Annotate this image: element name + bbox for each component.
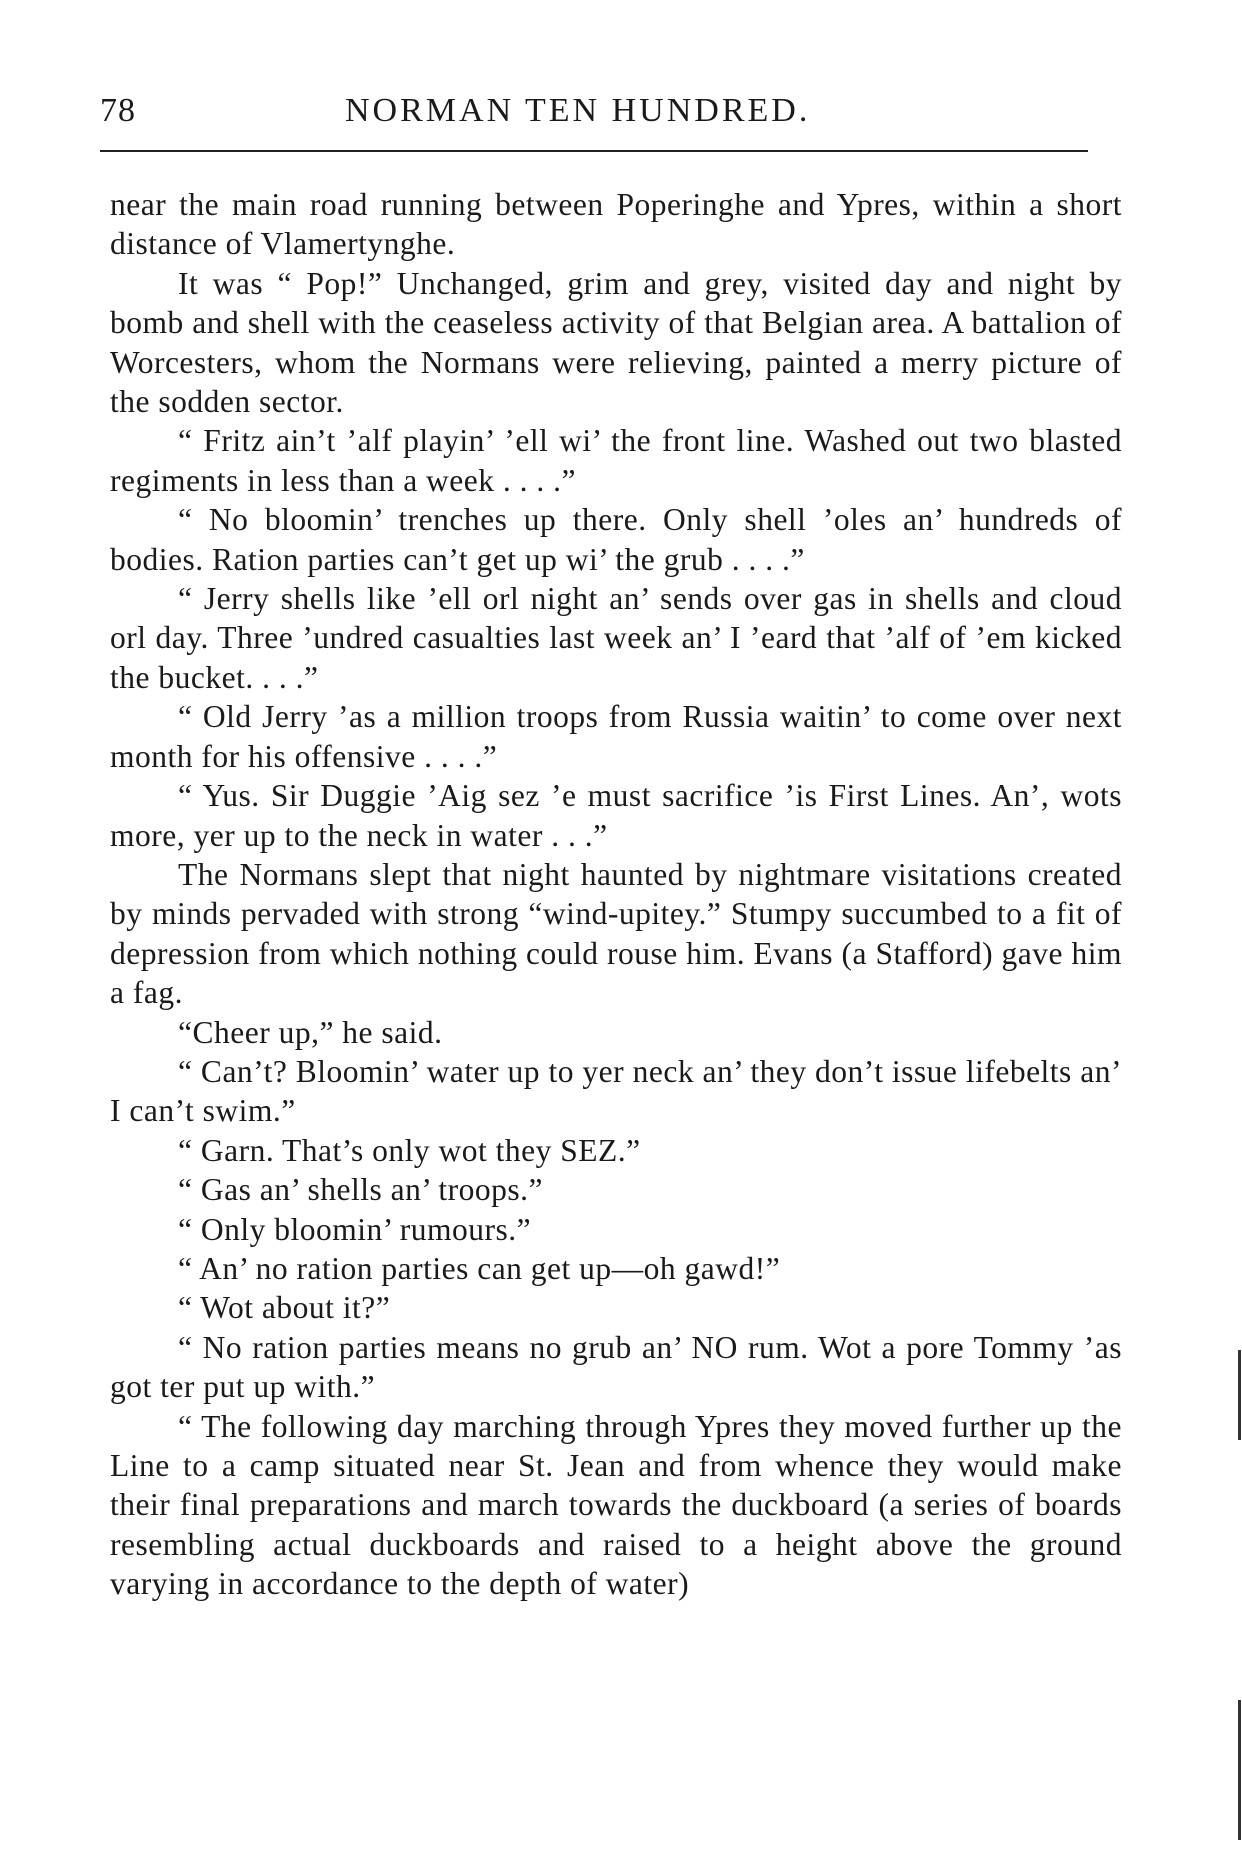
- paragraph-2: It was “ Pop!” Unchanged, grim and grey, visited day and night by bomb and shell with the ceaseless activity of that Belgian area. A battalion of Worcesters, whom the Normans were relieving, painted a merry picture of the sodden sector.: [110, 265, 1122, 420]
- paragraph-7: “ Yus. Sir Duggie ’Aig sez ’e must sacrifice ’is First Lines. An’, wots more, yer up to the neck in water . . .”: [110, 778, 1122, 853]
- paragraph-12: “ Gas an’ shells an’ troops.”: [178, 1172, 543, 1208]
- paragraph-1: near the main road running between Poperinghe and Ypres, within a short distance of Vlamertynghe.: [110, 187, 1122, 262]
- paragraph-9: “Cheer up,” he said.: [178, 1014, 443, 1050]
- margin-scan-mark: [1238, 1350, 1241, 1440]
- margin-scan-mark: [1238, 1700, 1241, 1840]
- paragraph-16: “ No ration parties means no grub an’ NO rum. Wot a pore Tommy ’as got ter put up with.”: [110, 1329, 1122, 1405]
- paragraph-14: “ An’ no ration parties can get up—oh gawd!”: [178, 1250, 781, 1286]
- paragraph-11: “ Garn. That’s only wot they SEZ.”: [178, 1132, 641, 1168]
- paragraph-4: “ No bloomin’ trenches up there. Only shell ’oles an’ hundreds of bodies. Ration parties can’t get up wi’ the grub . . . .”: [110, 502, 1122, 577]
- body-text: [110, 185, 1122, 1604]
- header-rule: [100, 150, 1088, 152]
- paragraph-6: “ Old Jerry ’as a million troops from Russia waitin’ to come over next month for his offensive . . . .”: [110, 699, 1122, 774]
- paragraph-15: “ Wot about it?”: [178, 1290, 391, 1326]
- running-head: [100, 92, 1090, 136]
- paragraph-17: “ The following day marching through Ypres they moved further up the Line to a camp situated near St. Jean and from whence they would make their final preparations and march towards the duckboard (a series of boards resembling actual duckboards and raised to a height above the ground varying in accordance to the depth of water): [110, 1408, 1122, 1602]
- paragraph-13: “ Only bloomin’ rumours.”: [178, 1211, 532, 1247]
- paragraph-8: The Normans slept that night haunted by nightmare visitations created by minds pervaded with strong “wind-upitey.” Stumpy succumbed to a fit of depression from which nothing could rouse him. Evans (a Stafford) gave him a fag.: [110, 856, 1122, 1011]
- paragraph-3: “ Fritz ain’t ’alf playin’ ’ell wi’ the front line. Washed out two blasted regiments in less than a week . . . .”: [110, 423, 1122, 498]
- running-title: NORMAN TEN HUNDRED.: [345, 92, 811, 129]
- paragraph-10: “ Can’t? Bloomin’ water up to yer neck an’ they don’t issue lifebelts an’ I can’t swim.”: [110, 1053, 1122, 1129]
- paragraph-5: “ Jerry shells like ’ell orl night an’ sends over gas in shells and cloud orl day. Three ’undred casualties last week an’ I ’eard that ’alf of ’em kicked the bucket. . . .”: [110, 581, 1122, 695]
- page-number: 78: [100, 92, 136, 129]
